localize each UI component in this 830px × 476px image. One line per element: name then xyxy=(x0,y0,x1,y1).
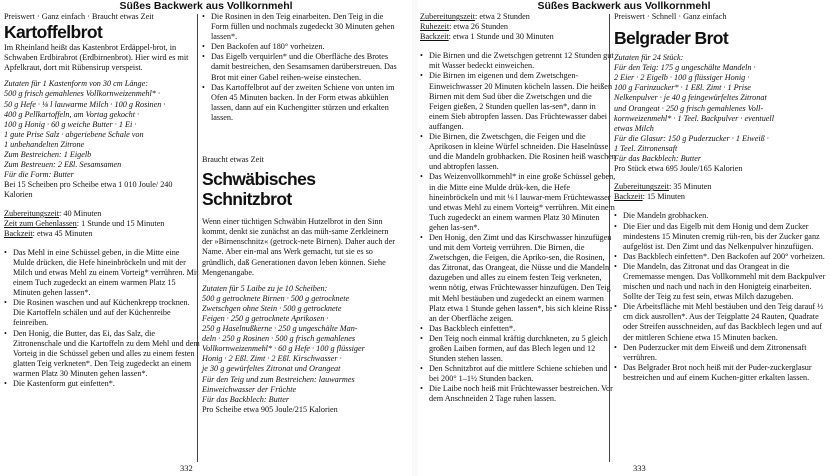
method-step: • Das Kartoffelbrot auf der zweiten Schiene von unten im Ofen 45 Minuten backen. In der Form etwas abkühlen lassen, dann auf ein Kuchengitter stürzen und erkalten lassen. xyxy=(202,83,398,123)
recipe-subhead: Braucht etwas Zeit xyxy=(202,155,264,165)
timing-line xyxy=(4,229,200,239)
timing-label: Backzeit xyxy=(4,228,33,238)
timing-label: Ruhezeit xyxy=(420,22,450,32)
timing-label: Zeit zum Gehenlassen xyxy=(4,218,77,228)
nutrition-info: Bei 15 Scheiben pro Scheibe etwa 1 010 Joule/ 240 Kalorien xyxy=(4,180,173,200)
nutrition-info: Pro Stück etwa 695 Joule/165 Kalorien xyxy=(614,164,743,174)
recipe-subhead: Preiswert · Schnell · Ganz einfach xyxy=(614,12,727,21)
title-line: Schnitzbrot xyxy=(202,189,292,210)
column-divider xyxy=(609,14,610,462)
timing-value: : etwa 45 Minuten xyxy=(32,228,93,238)
recipe-title: Belgrader Brot xyxy=(614,28,729,49)
timing-line xyxy=(4,209,200,219)
timing-label: Zubereitungszeit xyxy=(614,182,670,192)
timing-value: : etwa 1 Stunde und 30 Minuten xyxy=(448,32,554,42)
ingredient-line: 400 g Pellkartoffeln, am Vortag gekocht · xyxy=(4,109,140,119)
timing-value: : etwa 26 Stunden xyxy=(449,22,509,32)
timing-line xyxy=(420,32,616,42)
method-step: • Die Kastenform gut einfetten*. xyxy=(4,379,200,389)
timing-line xyxy=(420,12,616,22)
method-step: • Das Mehl in eine Schüssel geben, in die Mitte eine Mulde drücken, die Hefe hineinbröckeln und mit der Milch und etwas Mehl zu einem Vorteig* verrühren. Mit einem Tuch zugedeckt an einem warmen Platz 15 Minuten gehen lassen*. xyxy=(4,248,200,298)
method-step: • Die Mandeln grobhacken. xyxy=(614,211,828,221)
method-step: • Das Weizenvollkornmehl* in eine große Schüssel geben, in die Mitte eine Mulde drük-ken, die Hefe hineinbröckeln und mit ⅛ l lauwar-mem Früchtewasser und etwas Mehl zu einem Vorteig* verrühren. Mit einem Tuch zugedeckt an einem warmen Platz 30 Minuten gehen las-sen*. xyxy=(420,172,616,233)
timing-line xyxy=(4,219,200,229)
ingredient-line: etwas Milch xyxy=(614,123,654,133)
right-column-1 xyxy=(420,12,616,405)
ingredient-line: Für die Form: Butter xyxy=(4,170,74,180)
ingredient-line: 2 Eier · 2 Eigelb · 100 g flüssiger Honig · xyxy=(614,73,750,83)
timing-value: : 40 Minuten xyxy=(59,208,102,218)
ingredient-line: 100 g Farinzucker* · 1 Eßl. Zimt · 1 Prise xyxy=(614,83,751,93)
timing-value: : 35 Minuten xyxy=(669,182,712,192)
ingredient-line: 1 Teel. Zitronensaft xyxy=(614,143,678,153)
ingredient-line: Für das Backblech: Butter xyxy=(614,154,702,164)
left-page xyxy=(0,0,412,476)
method-step: • Die Birnen und die Zwetschgen getrennt 12 Stunden gut mit Wasser bedeckt einweichen. xyxy=(420,51,616,71)
ingredient-line: Für die Glasur: 150 g Puderzucker · 1 Eiweiß · xyxy=(614,133,769,143)
method-step: • Die Arbeitsfläche mit Mehl bestäuben und den Teig darauf ½ cm dick ausrollen*. Aus der Teigplatte 24 Rauten, Quadrate oder Streifen ausschneiden, auf das Backblech legen und auf der mittleren Schiene etwa 15 Minuten backen. xyxy=(614,302,828,342)
timing-block xyxy=(420,12,616,42)
ingredient-line: Zutaten für 24 Stück: xyxy=(614,53,684,63)
timing-label: Backzeit xyxy=(614,192,643,202)
page-number: 333 xyxy=(633,463,646,473)
ingredient-list xyxy=(202,284,398,405)
running-head-right: Süßes Backwerk aus Vollkornmehl xyxy=(537,0,711,12)
recipe-subhead: Preiswert · Ganz einfach · Braucht etwas Zeit xyxy=(4,12,154,21)
method-step: • Das Eigelb verquirlen* und die Oberfläche des Brotes damit bestreichen, den Sesamsamen darüberstreuen. Das Brot mit einer Gabel reihen-weise einstechen. xyxy=(202,52,398,82)
timing-label: Zubereitungszeit xyxy=(420,12,476,21)
ingredient-line: 100 g Honig · 60 g weiche Butter · 1 Ei · xyxy=(4,119,137,129)
ingredient-line: Vollkornweizenmehl* · 60 g Hefe · 100 g flüssiger xyxy=(202,344,365,354)
ingredient-list xyxy=(4,79,200,180)
method-step: • Den Teig noch einmal kräftig durchkneten, zu 5 gleich großen Laiben formen, auf das Blech legen und 12 Stunden stehen lassen. xyxy=(420,334,616,364)
recipe-intro: Im Rheinland heißt das Kastenbrot Erdäppel-brot, in Schwaben Erdbirabrot (Erdbirnenbrot). Hier wird es mit Apfelkraut, dort mit Rübensirup verspeist. xyxy=(4,43,189,73)
ingredient-line: 50 g Hefe · ⅛ l lauwarme Milch · 100 g Rosinen · xyxy=(4,99,166,109)
ingredient-line: 500 g frisch gemahlenes Vollkornweizenmehl* · xyxy=(4,89,160,99)
ingredient-list xyxy=(614,53,828,164)
running-head-left: Süßes Backwerk aus Vollkornmehl xyxy=(119,0,293,12)
method-step: • Die Laibe noch heiß mit Früchtewasser bestreichen. Vor dem Anschneiden 2 Tage ruhen lassen. xyxy=(420,384,616,404)
method-step: • Die Birnen im eigenen und dem Zwetschgen-Einweichwasser 20 Minuten köcheln lassen. Die heißen Birnen mit dem Sud über die Zwetschgen und die Feigen gießen, 2 Stunden quellen las-sen*, dann in einem Sieb abtropfen lassen. Das Früchtewasser dabei auffangen. xyxy=(420,71,616,132)
timing-block xyxy=(4,209,200,239)
method-step: • Den Honig, die Butter, das Ei, das Salz, die Zitronenschale und die Kartoffeln zu dem Mehl und dem Vorteig in die Schüssel geben und alles zu einem festen glatten Teig verkneten*. Den Teig zugedeckt an einem warmen Platz 30 Minuten gehen lassen*. xyxy=(4,329,200,379)
method-steps xyxy=(420,51,616,404)
page-number: 332 xyxy=(180,463,193,473)
ingredient-line: deln · 250 g Rosinen · 500 g frisch gemahlenes xyxy=(202,334,356,344)
left-column-1 xyxy=(4,12,200,389)
ingredient-line: Feigen · 250 g getrocknete Aprikosen · xyxy=(202,313,329,323)
ingredient-line: Zutaten für 1 Kastenform von 30 cm Länge: xyxy=(4,79,148,89)
ingredient-line: Honig · 2 Eßl. Zimt · 2 Eßl. Kirschwasser · xyxy=(202,354,342,364)
method-steps xyxy=(202,12,398,123)
timing-block xyxy=(614,182,828,202)
timing-value: : 15 Minuten xyxy=(642,192,685,202)
right-column-2 xyxy=(614,12,828,383)
timing-value: : etwa 2 Stunden xyxy=(475,12,530,21)
ingredient-line: je 30 g gewürfeltes Zitronat und Orangeat xyxy=(202,364,341,374)
ingredient-line: Für den Teig: 175 g ungeschälte Mandeln · xyxy=(614,63,756,73)
method-step: • Den Backofen auf 180° vorheizen. xyxy=(202,42,398,52)
method-step: • Den Puderzucker mit dem Eiweiß und dem Zitronensaft verrühren. xyxy=(614,343,828,363)
timing-line xyxy=(614,192,828,202)
title-line: Schwäbisches xyxy=(202,169,316,190)
timing-label: Backzeit xyxy=(420,32,449,42)
method-step: • Das Belgrader Brot noch heiß mit der Puder-zuckerglasur bestreichen und auf einem Kuchen-gitter erkalten lassen. xyxy=(614,363,828,383)
ingredient-line: Nelkenpulver · je 40 g feingewürfeltes Zitronat xyxy=(614,93,767,103)
ingredient-line: 500 g getrocknete Birnen · 500 g getrocknete xyxy=(202,293,350,303)
ingredient-line: Für den Teig und zum Bestreichen: lauwarmes xyxy=(202,374,355,384)
nutrition-info: Pro Scheibe etwa 905 Joule/215 Kalorien xyxy=(202,404,338,414)
ingredient-line: kornweizenmehl* · 1 Teel. Backpulver · eventuell xyxy=(614,113,774,123)
ingredient-line: und Orangeat · 250 g frisch gemahlenes Voll- xyxy=(614,103,764,113)
recipe-title: Kartoffelbrot xyxy=(4,22,103,43)
ingredient-line: Einweichwasser der Früchte xyxy=(202,384,297,394)
method-steps xyxy=(4,248,200,389)
ingredient-line: Für das Backblech: Butter xyxy=(202,394,290,404)
left-column-2 xyxy=(202,12,398,423)
ingredient-line: 1 gute Prise Salz · abgeriebene Schale von xyxy=(4,129,144,139)
method-step: • Die Rosinen waschen und auf Küchenkrepp trocknen. Die Kartoffeln schälen und auf der Küchenreibe feinreiben. xyxy=(4,298,200,328)
method-step: • Die Birnen, die Zwetschgen, die Feigen und die Aprikosen in kleine Würfel schneiden. Die Haselnüsse und die Mandeln grobhacken. Die Rosinen heiß waschen und abtropfen lassen. xyxy=(420,132,616,172)
timing-value: : 1 Stunde und 15 Minuten xyxy=(76,218,165,228)
method-step: • Das Backblech einfetten*. Den Backofen auf 200° vorheizen. xyxy=(614,252,828,262)
timing-line xyxy=(420,22,616,32)
recipe-intro: Wenn einer tüchtigen Schwäbin Hutzelbrot in den Sinn kommt, denkt sie zunächst an das müh-same Zerkleinern der »Birnenschnitz« (getrock-nete Birnen). Daher auch der Name. Aber ein-mal ans Werk gemacht, tut sie es so gründlich, daß Generationen davon leben können. Siehe Mengenangabe. xyxy=(202,217,396,277)
ingredient-line: Zum Bestreuen: 2 Eßl. Sesamsamen xyxy=(4,160,122,170)
ingredient-line: Zutaten für 5 Laibe zu je 10 Scheiben: xyxy=(202,283,328,293)
ingredient-line: Zwetschgen ohne Stein · 500 g getrocknete xyxy=(202,303,342,313)
ingredient-line: Zum Bestreichen: 1 Eigelb xyxy=(4,150,92,160)
right-page xyxy=(418,0,830,476)
recipe-title xyxy=(202,169,398,209)
timing-label: Zubereitungszeit xyxy=(4,208,60,218)
timing-line xyxy=(614,182,828,192)
method-step: • Die Rosinen in den Teig einarbeiten. Den Teig in die Form füllen und nochmals zugedeckt 30 Minuten gehen lassen*. xyxy=(202,12,398,42)
method-step: • Das Backblech einfetten*. xyxy=(420,324,616,334)
method-step: • Die Mandeln, das Zitronat und das Orangeat in die Crememasse mengen. Das Vollkornmehl mit dem Backpulver mischen und nach und nach in den Honigteig einarbeiten. Sollte der Teig zu fest sein, etwas Milch dazugeben. xyxy=(614,262,828,302)
method-step: • Die Eier und das Eigelb mit dem Honig und dem Zucker mindestens 15 Minuten cremig rüh-ren, bis der Zucker ganz aufgelöst ist. Den Zimt und das Nelkenpulver hinzufügen. xyxy=(614,222,828,252)
ingredient-line: 1 unbehandelten Zitrone xyxy=(4,139,85,149)
method-step: • Den Schnitzbrot auf die mittlere Schiene schieben und bei 200° 1–1½ Stunden backen. xyxy=(420,364,616,384)
ingredient-line: 250 g Haselnußkerne · 250 g ungeschälte Man- xyxy=(202,324,358,334)
method-step: • Den Honig, den Zimt und das Kirschwasser hinzufügen und mit dem Vorteig verrühren. Die Birnen, die Zwetschgen, die Feigen, die Apriko-sen, die Rosinen, das Zitronat, das Orangeat, die Nüsse und die Mandeln dazugeben und alles zu einem festen Teig verkneten, wenn nötig, etwas Früchtewasser hinzufügen. Den Teig mit Mehl bestäuben und zugedeckt an einem warmen Platz etwa 1 Stunde gehen lassen*, bis sich kleine Risse an der Oberfläche zeigen. xyxy=(420,233,616,324)
method-steps xyxy=(614,211,828,383)
column-divider xyxy=(197,14,198,462)
